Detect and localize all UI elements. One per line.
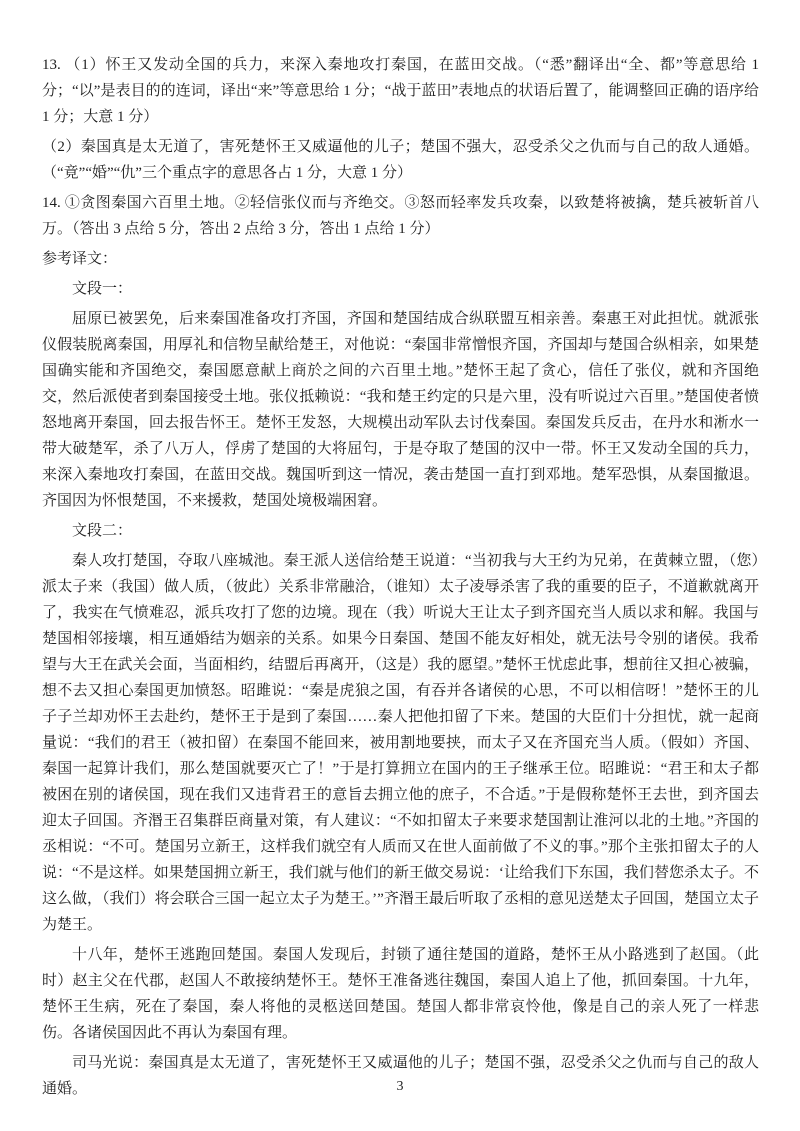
- section-one-label: 文段一：: [72, 281, 133, 297]
- answer-item-13-part1: 13. （1）怀王又发动全国的兵力，来深入秦地攻打秦国，在蓝田交战。（“悉”翻译出“全、都”等意思给 1 分；“以”是表目的的连词，译出“来”等意思给 1 分；“战于蓝田”表地点的状语后置了，能调整回正确的语序给 1 分；大意 1 分）: [42, 57, 759, 125]
- answer-item-13-part2: （2）秦国真是太无道了，害死楚怀王又威逼他的儿子；楚国不强大，忍受杀父之仇而与自己的敌人通婚。（“竟”“婚”“仇”三个重点字的意思各占 1 分，大意 1 分）: [42, 139, 759, 181]
- page-number: 3: [396, 1079, 404, 1094]
- translation-section-one-paragraph: 屈原已被罢免，后来秦国准备攻打齐国，齐国和楚国结成合纵联盟互相亲善。秦惠王对此担忧。就派张仪假装脱离秦国，用厚礼和信物呈献给楚王，对他说：“秦国非常憎恨齐国，齐国却与楚国合纵相亲，如果楚国确实能和齐国绝交，秦国愿意献上商於之间的六百里土地。”楚怀王起了贪心，信任了张仪，就和齐国绝交，然后派使者到秦国接受土地。张仪抵赖说：“我和楚王约定的只是六里，没有听说过六百里。”楚国使者愤怒地离开秦国，回去报告怀王。楚怀王发怒，大规模出动军队去讨伐秦国。秦国发兵反击，在丹水和淅水一带大破楚军，杀了八万人，俘虏了楚国的大将屈匄，于是夺取了楚国的汉中一带。怀王又发动全国的兵力，来深入秦地攻打秦国，在蓝田交战。魏国听到这一情况，袭击楚国一直打到邓地。楚军恐惧，从秦国撤退。齐国因为怀恨楚国，不来援救，楚国处境极端困窘。: [42, 311, 759, 509]
- translation-section-two-paragraph-3: 司马光说：秦国真是太无道了，害死楚怀王又威逼他的儿子；楚国不强，忍受杀父之仇而与自己的敌人通婚。: [42, 1055, 759, 1097]
- section-two-label: 文段二：: [72, 523, 133, 539]
- translation-section-two-paragraph-1: 秦人攻打楚国，夺取八座城池。秦王派人送信给楚王说道：“当初我与大王约为兄弟，在黄棘立盟，（您）派太子来（我国）做人质，（彼此）关系非常融洽，（谁知）太子凌辱杀害了我的重要的臣子，不道歉就离开了，我实在气愤难忍，派兵攻打了您的边境。现在（我）听说大王让太子到齐国充当人质以求和解。我国与楚国相邻接壤，相互通婚结为姻亲的关系。如果今日秦国、楚国不能友好相处，就无法号令别的诸侯。我希望与大王在武关会面，当面相约，结盟后再离开，（这是）我的愿望。”楚怀王忧虑此事，想前往又担心被骗，想不去又担心秦国更加愤怒。昭雎说：“秦是虎狼之国，有吞并各诸侯的心思，不可以相信呀！”楚怀王的儿子子兰却劝怀王去赴约，楚怀王于是到了秦国……秦人把他扣留了下来。楚国的大臣们十分担忧，就一起商量说：“我们的君王（被扣留）在秦国不能回来，被用割地要挟，而太子又在齐国充当人质。（假如）齐国、秦国一起算计我们，那么楚国就要灭亡了！”于是打算拥立在国内的王子继承王位。昭雎说：“君王和太子都被困在别的诸侯国，现在我们又违背君王的意旨去拥立他的庶子，不合适。”于是假称楚怀王去世，到齐国去迎太子回国。齐湣王召集群臣商量对策，有人建议：“不如扣留太子来要求楚国割让淮河以北的土地。”齐国的丞相说：“不可。楚国另立新王，这样我们就空有人质而又在世人面前做了不义的事。”那个主张扣留太子的人说：“不是这样。如果楚国拥立新王，我们就与他们的新王做交易说：‘让给我们下东国，我们替您杀太子。不这么做，（我们）将会联合三国一起立太子为楚王。’”齐湣王最后听取了丞相的意见送楚太子回国，楚国立太子为楚王。: [42, 553, 759, 933]
- answer-item-14: 14. ①贪图秦国六百里土地。②轻信张仪而与齐绝交。③怒而轻率发兵攻秦，以致楚将被擒，楚兵被斩首八万。（答出 3 点给 5 分，答出 2 点给 3 分，答出 1 点给 1 分）: [42, 195, 759, 237]
- reference-translation-heading: 参考译文：: [42, 251, 118, 267]
- translation-section-two-paragraph-2: 十八年，楚怀王逃跑回楚国。秦国人发现后，封锁了通往楚国的道路，楚怀王从小路逃到了赵国。（此时）赵主父在代郡，赵国人不敢接纳楚怀王。楚怀王准备逃往魏国，秦国人追上了他，抓回秦国。十九年，楚怀王生病，死在了秦国，秦人将他的灵柩送回楚国。楚国人都非常哀怜他，像是自己的亲人死了一样悲伤。各诸侯国因此不再认为秦国有理。: [42, 947, 759, 1041]
- document-content: [42, 52, 759, 1102]
